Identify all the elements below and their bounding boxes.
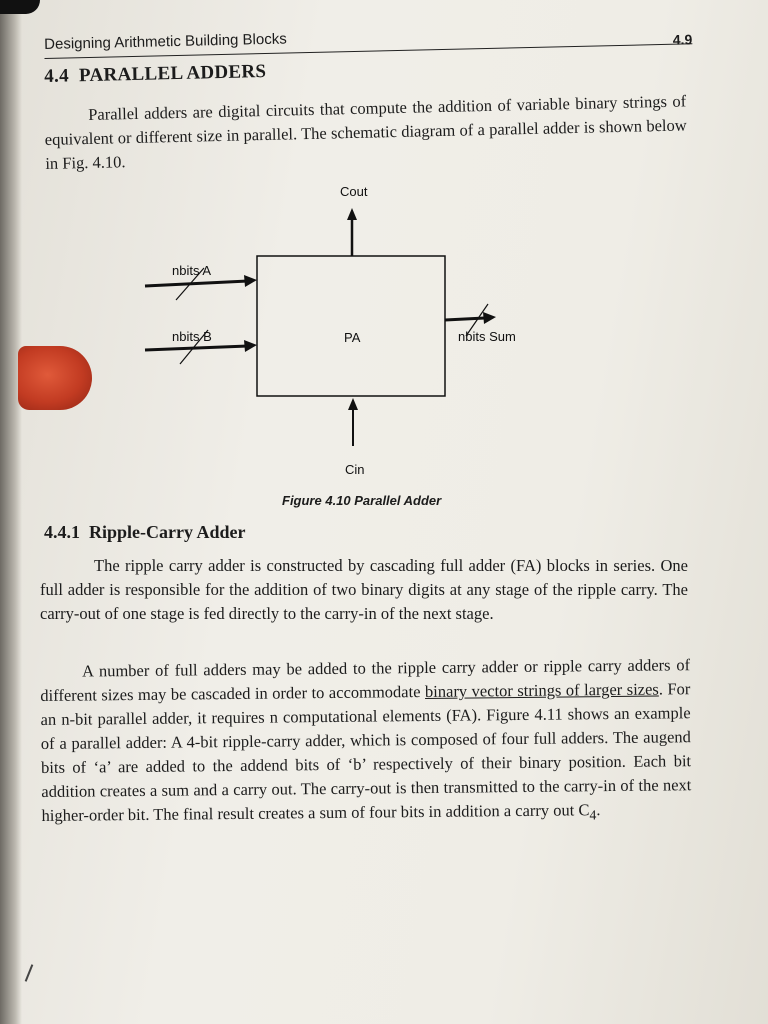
paragraph-text-start: A number of full adders may be added to the ripple carry adder or ripple carry adders of different sizes may be cascaded in order to accommodate — [40, 655, 691, 705]
pencil-mark — [25, 964, 34, 981]
ripple-carry-paragraph-2 — [40, 653, 692, 833]
input-a-label: nbits A — [172, 263, 212, 278]
cin-label: Cin — [345, 462, 365, 477]
subsection-title: Ripple-Carry Adder — [89, 522, 246, 542]
input-b-label: nbits B — [172, 329, 212, 344]
cout-arrowhead — [347, 208, 357, 220]
sum-output-label: nbits Sum — [458, 329, 516, 344]
cin-arrowhead — [348, 398, 358, 410]
input-a-line — [145, 281, 248, 286]
page-corner-shadow — [0, 0, 40, 14]
underlined-phrase: binary vector strings of larger sizes — [424, 679, 659, 701]
running-title: Designing Arithmetic Building Blocks — [44, 30, 287, 53]
parallel-adder-diagram — [140, 178, 540, 478]
input-b-arrowhead — [244, 340, 257, 352]
cout-label: Cout — [340, 184, 368, 199]
sum-output-line — [445, 318, 485, 320]
paragraph-text-middle: . For an n-bit parallel adder, it requires n computational elements (FA). Figure 4.11 shows an example of a parallel adder: A 4-bit ripple-carry adder, which is composed of four full adders. The augend bits of ‘a’ are added to the addend bits of ‘b’ respectively of their binary position. Each bit addition creates a sum and a carry out. The carry-out is then transmitted to the carry-in of the next higher-order bit. The final result creates a sum of four bits in addition a carry out C — [40, 679, 692, 825]
section-title: PARALLEL ADDERS — [78, 60, 267, 87]
pa-block-label: PA — [344, 330, 361, 345]
figure-caption: Figure 4.10 Parallel Adder — [282, 493, 442, 508]
paragraph-text-end: . — [596, 800, 601, 820]
carry-subscript: 4 — [589, 807, 597, 823]
section-number: 4.4 — [44, 65, 70, 87]
page-number: 4.9 — [672, 31, 693, 48]
section-intro-paragraph: Parallel adders are digital circuits that compute the addition of variable binary strings of equivalent or different size in parallel. The schematic diagram of a parallel adder is shown below in Fig. 4.10. — [44, 91, 687, 173]
input-b-line — [145, 346, 248, 350]
section-heading — [44, 61, 267, 88]
ripple-carry-paragraph-1: The ripple carry adder is constructed by cascading full adder (FA) blocks in series. One full adder is responsible for the addition of two binary digits at any stage of the ripple carry. The carry-out of one stage is fed directly to the carry-in of the next stage. — [40, 556, 688, 623]
pa-block — [257, 256, 445, 396]
thumb-in-photo — [18, 346, 92, 410]
sum-arrowhead — [483, 312, 496, 324]
subsection-heading — [44, 522, 246, 543]
page-gutter-shadow — [0, 0, 22, 1024]
input-a-arrowhead — [244, 275, 257, 287]
subsection-number: 4.4.1 — [44, 522, 80, 542]
